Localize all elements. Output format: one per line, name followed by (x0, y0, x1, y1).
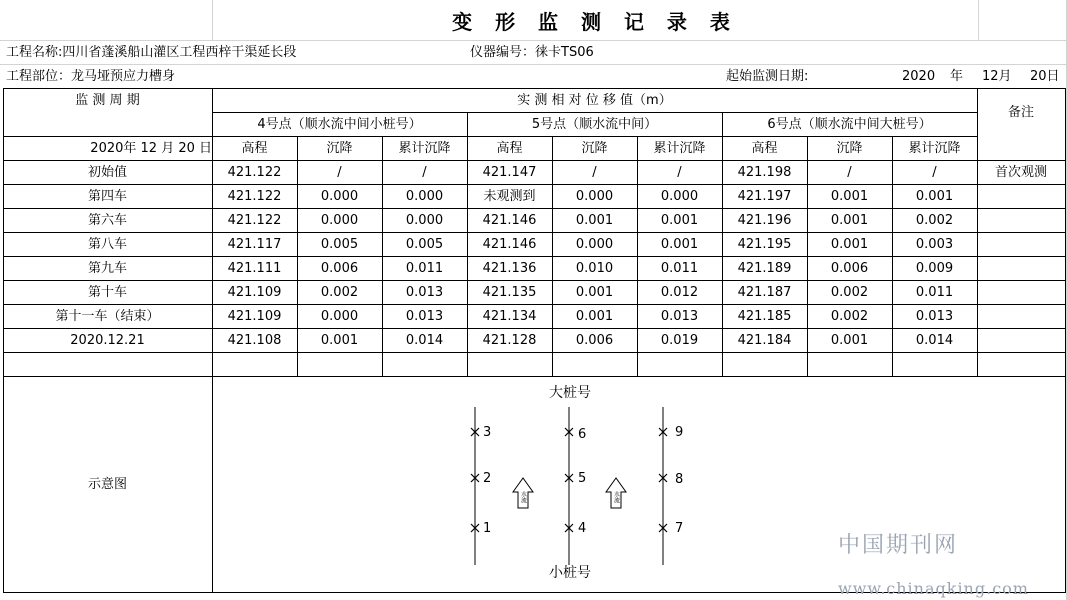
subheader-cell: 高程 (751, 141, 778, 156)
period-cell: 第四车 (87, 189, 127, 204)
value-cell: 421.109 (227, 309, 282, 324)
start-year: 2020 (902, 69, 936, 84)
value-cell: 421.147 (482, 165, 537, 180)
subheader-cell: 沉降 (836, 141, 863, 156)
value-cell: 0.002 (830, 285, 869, 300)
project-part: 工程部位：龙马垭预应力槽身 (6, 69, 176, 84)
subheader-cell: 沉降 (581, 141, 608, 156)
value-cell: 0.001 (575, 285, 614, 300)
value-cell: 0.013 (405, 309, 444, 324)
value-cell: 0.006 (830, 261, 869, 276)
value-cell: 0.011 (405, 261, 444, 276)
point-number-3: 3 (483, 425, 492, 440)
subheader-cell: 累计沉降 (653, 141, 706, 156)
value-cell: 0.005 (405, 237, 444, 252)
value-cell: 0.001 (575, 213, 614, 228)
remarks-header: 备注 (1007, 105, 1034, 120)
value-cell: 421.187 (737, 285, 792, 300)
value-cell: / (847, 165, 852, 180)
sheet-title: 变 形 监 测 记 录 表 (452, 10, 738, 34)
period-cell: 第十车 (87, 285, 127, 300)
value-cell: 0.000 (405, 213, 444, 228)
value-cell: 0.010 (575, 261, 614, 276)
value-cell: 0.001 (575, 309, 614, 324)
period-cell: 第八车 (87, 237, 127, 252)
value-cell: 0.003 (915, 237, 954, 252)
point-number-8: 8 (675, 472, 684, 487)
period-header: 监 测 周 期 (75, 93, 140, 108)
point-number-5: 5 (578, 471, 587, 486)
value-cell: 421.122 (227, 213, 282, 228)
point-4-header: 4号点（顺水流中间小桩号） (257, 117, 422, 132)
period-cell: 第六车 (87, 213, 127, 228)
value-cell: 421.197 (737, 189, 792, 204)
bottom-label: 小桩号 (549, 565, 591, 581)
value-cell: 0.000 (320, 309, 359, 324)
value-cell: / (677, 165, 682, 180)
subheader-cell: 高程 (241, 141, 268, 156)
start-day: 20日 (1030, 69, 1060, 84)
value-cell: 0.013 (915, 309, 954, 324)
point-number-7: 7 (675, 521, 684, 536)
diagram-label: 示意图 (87, 477, 127, 492)
period-cell: 2020.12.21 (70, 333, 145, 348)
value-cell: 0.001 (830, 333, 869, 348)
value-cell: 0.014 (915, 333, 954, 348)
point-number-6: 6 (578, 427, 587, 442)
instrument-number: 仪器编号：徕卡TS06 (470, 45, 594, 60)
remark-cell: 首次观测 (994, 165, 1047, 180)
flow-arrow-left-text: 水流 (519, 491, 527, 503)
value-cell: 未观测到 (483, 189, 536, 204)
start-date-label: 起始监测日期: (726, 69, 809, 84)
value-cell: 0.001 (660, 237, 699, 252)
flow-arrow-right-icon (606, 478, 626, 508)
value-cell: 0.000 (575, 237, 614, 252)
value-cell: 0.001 (660, 213, 699, 228)
value-cell: 421.195 (737, 237, 792, 252)
subheader-cell: 沉降 (326, 141, 353, 156)
period-cell: 第九车 (87, 261, 127, 276)
value-cell: / (422, 165, 427, 180)
value-cell: 0.001 (915, 189, 954, 204)
value-cell: 0.006 (320, 261, 359, 276)
value-cell: 0.001 (830, 213, 869, 228)
value-cell: 421.198 (737, 165, 792, 180)
measure-header: 实 测 相 对 位 移 值（m） (517, 93, 672, 108)
value-cell: 421.185 (737, 309, 792, 324)
value-cell: 0.001 (830, 237, 869, 252)
value-cell: 0.009 (915, 261, 954, 276)
value-cell: 0.002 (915, 213, 954, 228)
point-5-header: 5号点（顺水流中间） (531, 117, 658, 132)
value-cell: 421.136 (482, 261, 537, 276)
value-cell: 0.002 (320, 285, 359, 300)
value-cell: 421.122 (227, 165, 282, 180)
value-cell: 0.019 (660, 333, 699, 348)
value-cell: 421.135 (482, 285, 537, 300)
value-cell: 0.013 (405, 285, 444, 300)
value-cell: 0.005 (320, 237, 359, 252)
value-cell: / (337, 165, 342, 180)
value-cell: 0.002 (830, 309, 869, 324)
year-unit: 年 (950, 69, 964, 84)
period-cell: 第十一车（结束） (55, 309, 160, 324)
point-number-1: 1 (483, 521, 492, 536)
subheader-cell: 累计沉降 (398, 141, 451, 156)
watermark-url: www.chinaqking.com (838, 579, 1029, 598)
value-cell: 421.146 (482, 237, 537, 252)
value-cell: 0.006 (575, 333, 614, 348)
value-cell: 0.000 (320, 189, 359, 204)
value-cell: 0.000 (575, 189, 614, 204)
value-cell: 421.109 (227, 285, 282, 300)
value-cell: 421.184 (737, 333, 792, 348)
value-cell: 0.001 (320, 333, 359, 348)
value-cell: 0.011 (660, 261, 699, 276)
value-cell: 421.134 (482, 309, 537, 324)
period-cell: 初始值 (87, 165, 127, 180)
value-cell: 0.000 (405, 189, 444, 204)
subheader-cell: 高程 (496, 141, 523, 156)
start-month: 12月 (982, 69, 1012, 84)
value-cell: 0.011 (915, 285, 954, 300)
point-6-header: 6号点（顺水流中间大桩号） (767, 117, 932, 132)
pile-layout-diagram (213, 377, 1065, 592)
flow-arrow-left-icon (513, 478, 533, 508)
value-cell: 421.122 (227, 189, 282, 204)
value-cell: 421.196 (737, 213, 792, 228)
point-number-4: 4 (578, 521, 587, 536)
point-number-2: 2 (483, 471, 492, 486)
value-cell: 421.108 (227, 333, 282, 348)
period-date: 2020年 12 月 20 日 (90, 141, 212, 156)
value-cell: 421.128 (482, 333, 537, 348)
value-cell: 421.146 (482, 213, 537, 228)
value-cell: 0.000 (320, 213, 359, 228)
flow-arrow-right-text: 水流 (612, 491, 620, 503)
value-cell: / (592, 165, 597, 180)
value-cell: 421.117 (227, 237, 282, 252)
value-cell: 0.013 (660, 309, 699, 324)
value-cell: 0.012 (660, 285, 699, 300)
top-label: 大桩号 (549, 385, 591, 401)
subheader-cell: 累计沉降 (908, 141, 961, 156)
value-cell: 421.189 (737, 261, 792, 276)
value-cell: 0.000 (660, 189, 699, 204)
value-cell: 0.001 (830, 189, 869, 204)
point-number-9: 9 (675, 425, 684, 440)
project-name: 工程名称:四川省蓬溪船山灌区工程西梓干渠延长段 (6, 45, 297, 60)
value-cell: / (932, 165, 937, 180)
value-cell: 421.111 (227, 261, 282, 276)
value-cell: 0.014 (405, 333, 444, 348)
watermark-cn: 中国期刊网 (838, 533, 959, 558)
